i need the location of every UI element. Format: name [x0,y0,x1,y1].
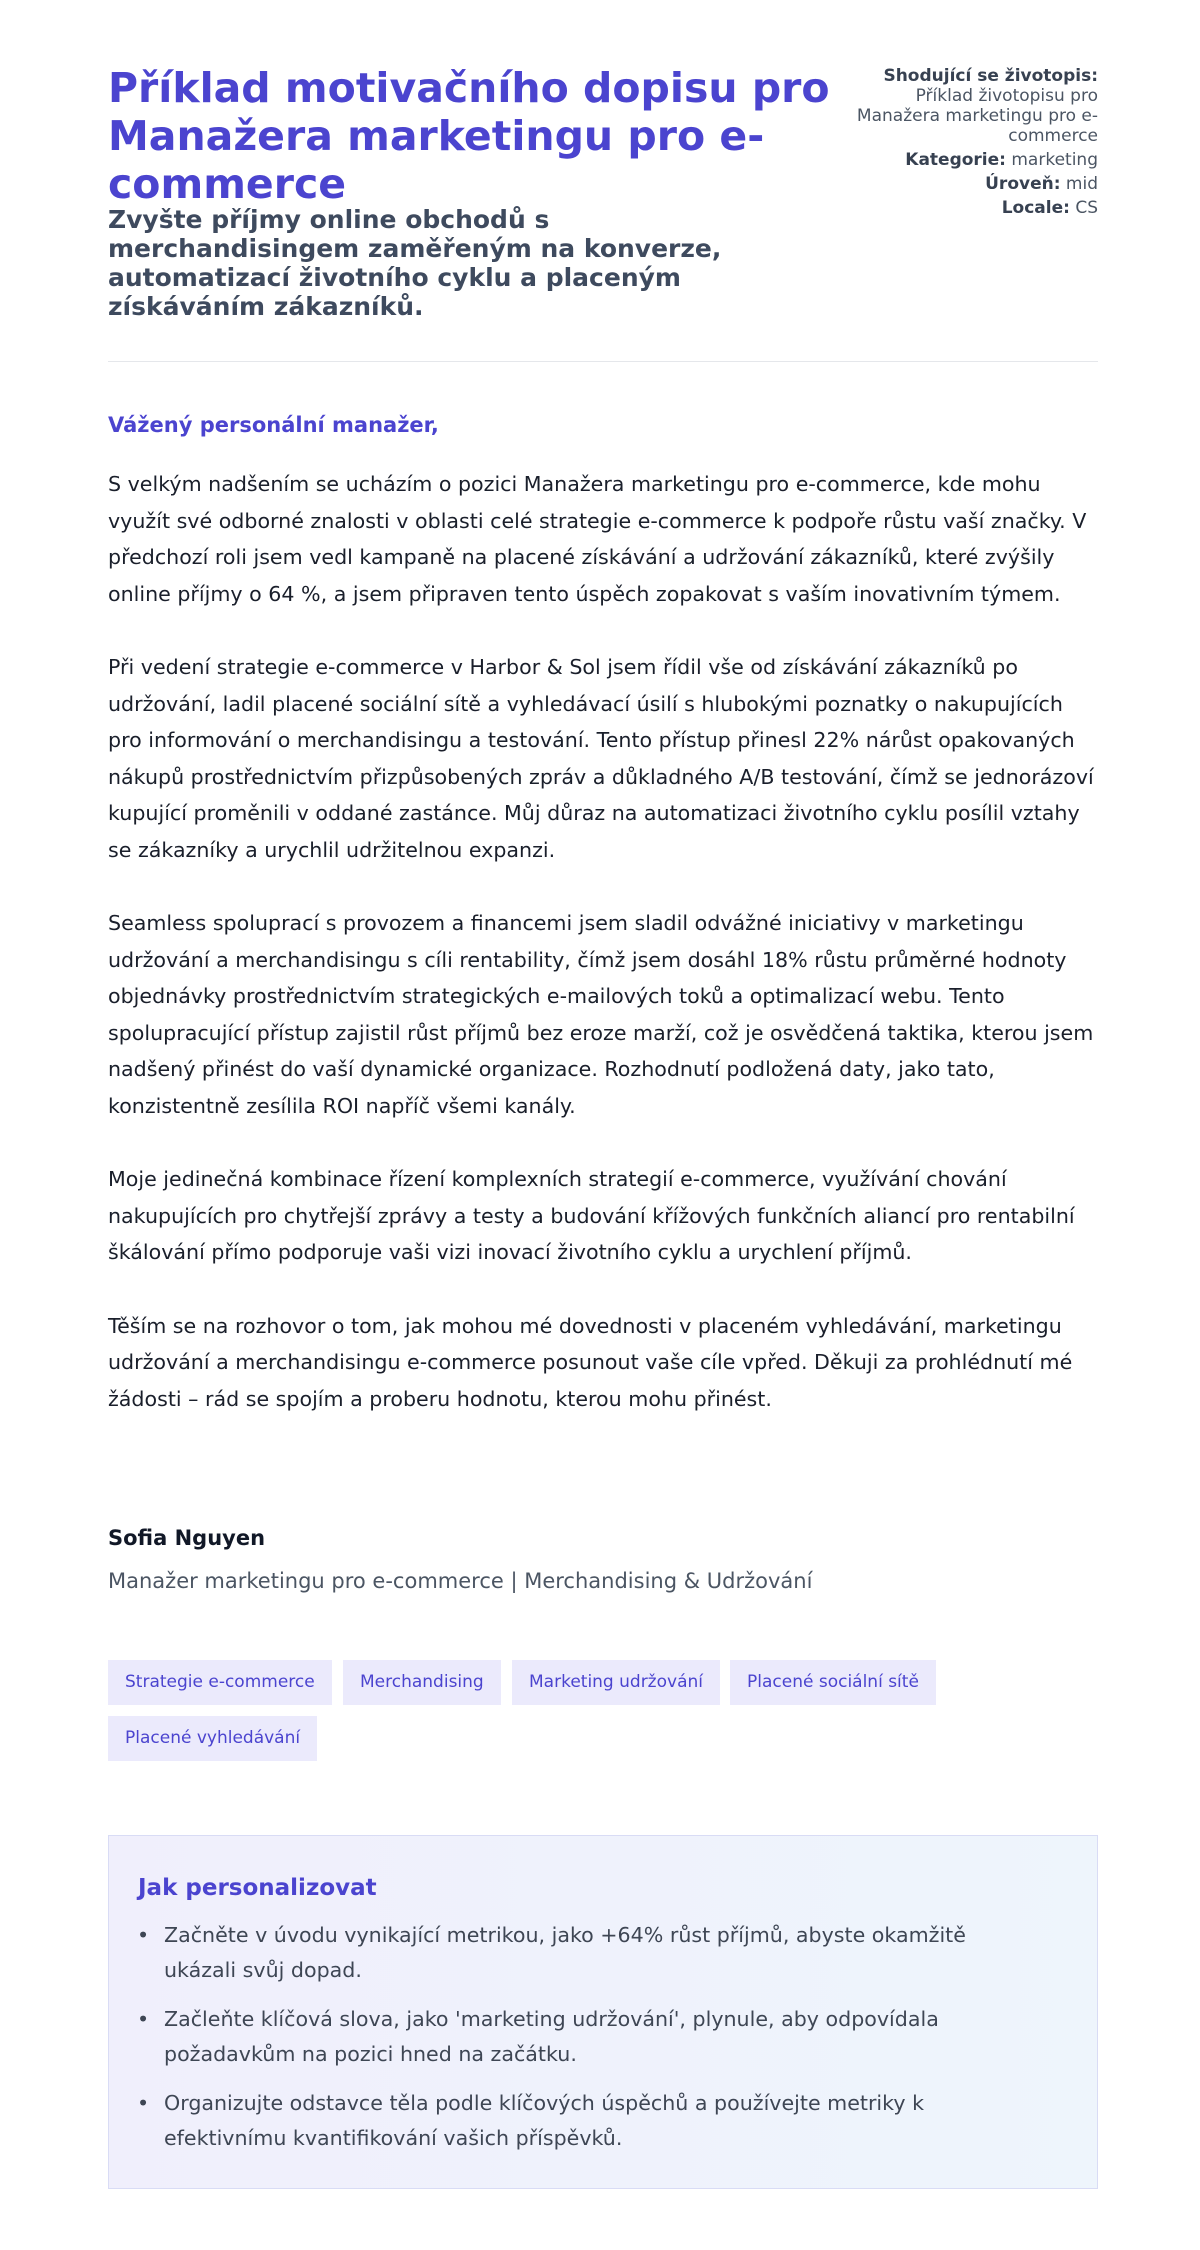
page-title: Příklad motivačního dopisu pro Manažera marketingu pro e-commerce [108,64,830,208]
letter-paragraph: Těším se na rozhovor o tom, jak mohou mé dovednosti v placeném vyhledávání, marketingu udržování a merchandisingu e-commerce posunout vaše cíle vpřed. Děkuji za prohlédnutí mé žádosti – rád se spojím a proberu hodnotu, kterou mohu přinést. [108,1313,1073,1411]
letter-paragraph: Moje jedinečná kombinace řízení komplexních strategií e-commerce, využívání chování nakupujících pro chytřejší zprávy a testy a budování křížových funkčních aliancí pro rentabilní škálování přímo podporuje vaši vizi inovací životního cyklu a urychlení příjmů. [108,1167,1075,1264]
header-divider [108,361,1098,362]
tips-list-item [137,1918,1044,1988]
letter-body [108,466,1098,1454]
tips-item-text: Začněte v úvodu vynikající metrikou, jako +64% růst příjmů, abyste okamžitě ukázali svůj dopad. [164,1923,966,1982]
meta-locale-value: CS [1075,198,1098,218]
letter-salutation: Vážený personální manažer, [108,413,439,437]
skill-tag: Strategie e-commerce [108,1660,332,1705]
skill-tag: Placené sociální sítě [730,1660,936,1705]
tips-list-item [137,2086,1044,2156]
skill-tag: Marketing udržování [512,1660,720,1705]
meta-category-value: marketing [1011,150,1098,170]
page-subtitle: Zvyšte příjmy online obchodů s merchandisingem zaměřeným na konverze, automatizací životního cyklu a placeným získáváním zákazníků. [108,205,722,321]
letter-paragraph: S velkým nadšením se ucházím o pozici Manažera marketingu pro e-commerce, kde mohu využít své odborné znalosti v oblasti celé strategie e-commerce k podpoře růstu vaší značky. V předchozí roli jsem vedl kampaně na placené získávání a udržování zákazníků, které zvýšily online příjmy o 64 %, a jsem připraven tento úspěch zopakovat s vaším inovativním týmem. [108,472,1087,606]
bullet-icon: • [137,2091,150,2115]
meta-matching-resume [828,66,1098,146]
letter-paragraph: Seamless spoluprací s provozem a financemi jsem sladil odvážné iniciativy v marketingu udržování a merchandisingu s cíli rentability, čímž jsem dosáhl 18% růstu průměrné hodnoty objednávky prostřednictvím strategických e-mailových toků a optimalizací webu. Tento spolupracující přístup zajistil růst příjmů bez eroze marží, což je osvědčená taktika, kterou jsem nadšený přinést do vaší dynamické organizace. Rozhodnutí podložená daty, jako tato, konzistentně zesílila ROI napříč všemi kanály. [108,911,1094,1118]
meta-category [828,150,1098,170]
letter-paragraph: Při vedení strategie e-commerce v Harbor & Sol jsem řídil vše od získávání zákazníků po udržování, ladil placené sociální sítě a vyhledávací úsilí s hlubokými poznatky o nakupujících pro informování o merchandisingu a testování. Tento přístup přinesl 22% nárůst opakovaných nákupů prostřednictvím přizpůsobených zpráv a důkladného A/B testování, čímž se jednorázoví kupující proměnili v oddané zastánce. Můj důraz na automatizaci životního cyklu posílil vztahy se zákazníky a urychlil udržitelnou expanzi. [108,655,1094,862]
personalization-tips-box [108,1835,1098,2189]
meta-locale-label: Locale: [1001,198,1070,218]
tips-list-item [137,2002,1044,2072]
meta-locale [828,198,1098,218]
signature-name: Sofia Nguyen [108,1526,266,1550]
cover-letter-page [108,0,1098,2150]
bullet-icon: • [137,1923,150,1947]
tips-item-text: Organizujte odstavce těla podle klíčových úspěchů a používejte metriky k efektivnímu kvantifikování vašich příspěvků. [164,2091,925,2150]
meta-matching-resume-label: Shodující se životopis: [883,66,1098,86]
skill-tag: Placené vyhledávání [108,1716,317,1761]
skill-tag: Merchandising [343,1660,501,1705]
meta-matching-resume-value: Příklad životopisu pro Manažera marketingu pro e-commerce [856,86,1098,146]
tips-item-text: Začleňte klíčová slova, jako 'marketing udržování', plynule, aby odpovídala požadavkům na pozici hned na začátku. [164,2007,939,2066]
meta-level-value: mid [1065,174,1098,194]
meta-category-label: Kategorie: [905,150,1006,170]
tips-list [137,1918,1044,2170]
bullet-icon: • [137,2007,150,2031]
signature-role: Manažer marketingu pro e-commerce | Merchandising & Udržování [108,1569,813,1593]
page-header [108,0,1098,362]
meta-level-label: Úroveň: [985,174,1061,194]
meta-panel [828,66,1098,222]
meta-level [828,174,1098,194]
tips-title: Jak personalizovat [138,1875,377,1901]
